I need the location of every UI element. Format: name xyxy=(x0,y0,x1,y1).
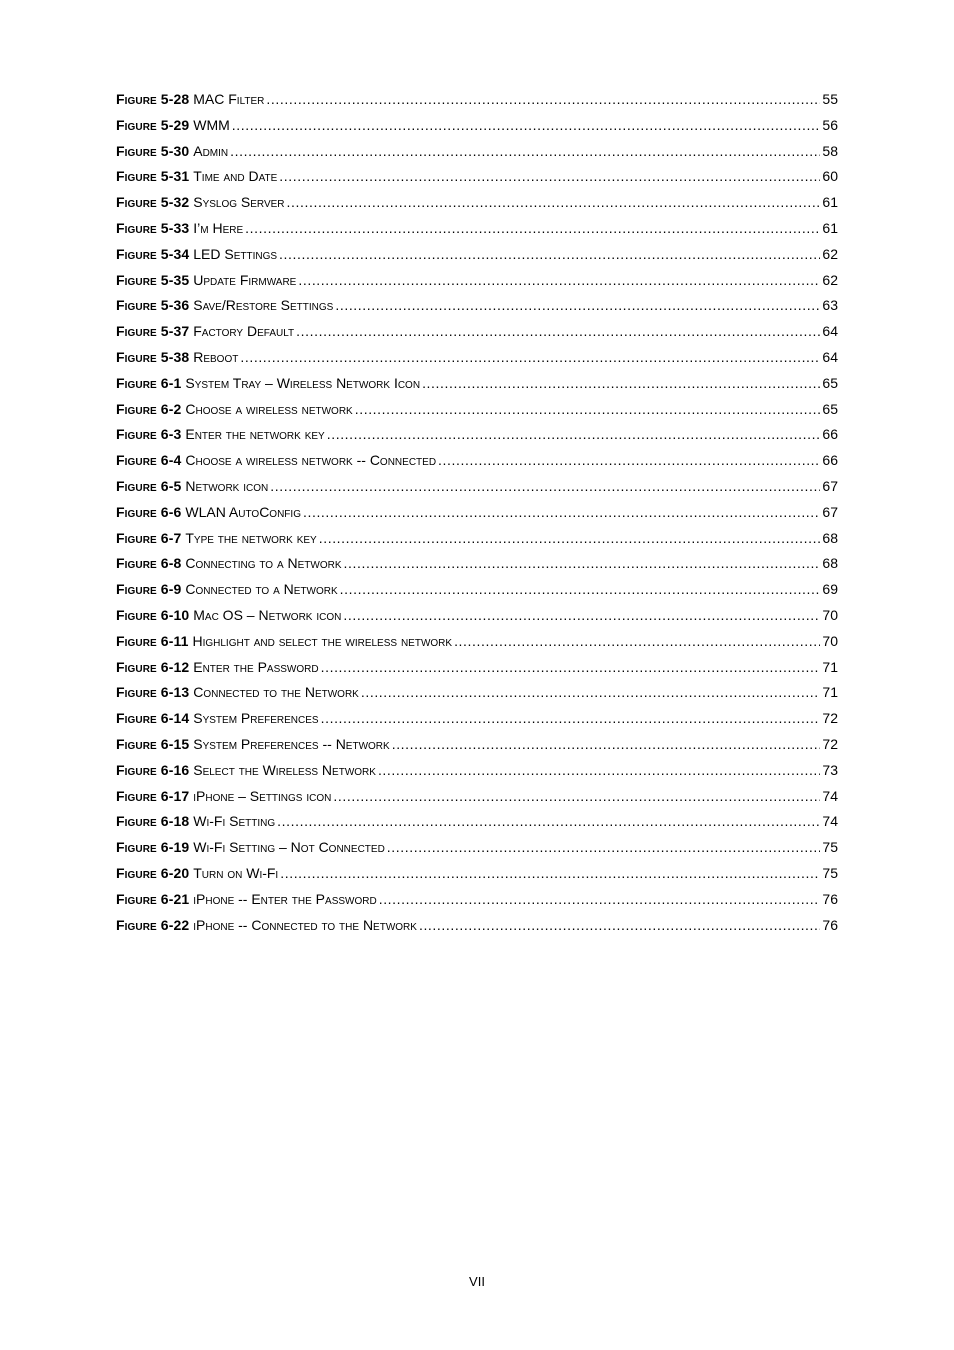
dot-leader xyxy=(298,272,820,288)
dot-leader xyxy=(277,813,820,829)
dot-leader xyxy=(232,117,821,133)
figure-title: Choose a wireless network xyxy=(185,400,353,417)
figure-title: System Preferences xyxy=(193,710,319,727)
toc-entry[interactable] xyxy=(116,452,838,478)
figure-number: Figure 6-10 xyxy=(116,606,190,623)
toc-entry[interactable] xyxy=(116,246,838,272)
dot-leader xyxy=(245,220,820,236)
toc-entry[interactable] xyxy=(116,194,838,220)
figure-number: Figure 5-35 xyxy=(116,271,190,288)
dot-leader xyxy=(454,633,820,649)
toc-entry[interactable] xyxy=(116,581,838,607)
figure-number: Figure 6-17 xyxy=(116,787,190,804)
figure-number: Figure 6-2 xyxy=(116,400,182,417)
figure-number: Figure 6-22 xyxy=(116,916,190,933)
dot-leader xyxy=(296,323,820,339)
page-reference: 67 xyxy=(822,477,838,494)
toc-entry[interactable] xyxy=(116,426,838,452)
figure-title: Syslog Server xyxy=(193,194,285,211)
dot-leader xyxy=(379,891,821,907)
page-reference: 74 xyxy=(822,787,838,804)
figure-number: Figure 6-19 xyxy=(116,839,190,856)
dot-leader xyxy=(266,91,820,107)
dot-leader xyxy=(361,684,821,700)
page-reference: 70 xyxy=(822,606,838,623)
figure-number: Figure 5-34 xyxy=(116,245,190,262)
page-reference: 55 xyxy=(822,91,838,107)
toc-entry[interactable] xyxy=(116,607,838,633)
toc-entry[interactable] xyxy=(116,375,838,401)
figure-number: Figure 6-11 xyxy=(116,632,189,649)
dot-leader xyxy=(419,917,820,933)
dot-leader xyxy=(279,168,820,184)
figure-number: Figure 6-5 xyxy=(116,477,182,494)
dot-leader xyxy=(279,246,820,262)
page-reference: 67 xyxy=(822,503,838,520)
figure-number: Figure 5-37 xyxy=(116,323,190,340)
page-reference: 60 xyxy=(822,168,838,185)
dot-leader xyxy=(335,297,820,313)
page-reference: 75 xyxy=(822,839,838,856)
figure-title: WMM xyxy=(193,116,230,133)
page-reference: 66 xyxy=(822,452,838,469)
figure-title: Choose a wireless network -- Connected xyxy=(185,452,437,469)
dot-leader xyxy=(327,426,821,442)
figure-number: Figure 5-31 xyxy=(116,168,190,185)
dot-leader xyxy=(340,581,821,597)
page-reference: 71 xyxy=(822,658,838,675)
toc-entry[interactable] xyxy=(116,891,838,917)
page-reference: 66 xyxy=(822,426,838,443)
dot-leader xyxy=(240,349,820,365)
figure-title: Connecting to a Network xyxy=(185,555,342,572)
figure-title: LED Settings xyxy=(193,245,278,262)
figure-number: Figure 6-14 xyxy=(116,710,190,727)
figure-title: Admin xyxy=(193,142,229,159)
list-of-figures xyxy=(116,91,838,942)
dot-leader xyxy=(422,375,820,391)
figure-title: WLAN AutoConfig xyxy=(185,503,301,520)
figure-title: Connected to the Network xyxy=(193,684,359,701)
page-reference: 72 xyxy=(822,735,838,752)
figure-title: Mac OS – Network icon xyxy=(193,606,342,623)
dot-leader xyxy=(321,710,821,726)
dot-leader xyxy=(303,504,820,520)
page-reference: 73 xyxy=(822,761,838,778)
dot-leader xyxy=(355,401,821,417)
figure-number: Figure 6-8 xyxy=(116,555,182,572)
figure-number: Figure 5-32 xyxy=(116,194,190,211)
toc-entry[interactable] xyxy=(116,297,838,323)
toc-entry[interactable] xyxy=(116,504,838,530)
figure-number: Figure 6-12 xyxy=(116,658,190,675)
page-reference: 64 xyxy=(822,323,838,340)
page-reference: 75 xyxy=(822,864,838,881)
dot-leader xyxy=(344,555,821,571)
dot-leader xyxy=(270,478,820,494)
figure-title: System Preferences -- Network xyxy=(193,735,390,752)
page-reference: 58 xyxy=(822,142,838,159)
toc-entry[interactable] xyxy=(116,478,838,504)
dot-leader xyxy=(333,788,820,804)
figure-number: Figure 6-21 xyxy=(116,890,190,907)
figure-title: Turn on Wi-Fi xyxy=(193,864,279,881)
figure-title: Highlight and select the wireless network xyxy=(192,632,453,649)
toc-entry[interactable] xyxy=(116,788,838,814)
figure-number: Figure 6-7 xyxy=(116,529,182,546)
figure-number: Figure 6-13 xyxy=(116,684,190,701)
page-reference: 68 xyxy=(822,529,838,546)
figure-title: Wi-Fi Setting xyxy=(193,813,276,830)
page-reference: 76 xyxy=(822,890,838,907)
figure-number: Figure 5-28 xyxy=(116,91,190,107)
page-reference: 65 xyxy=(822,400,838,417)
toc-entry[interactable] xyxy=(116,530,838,556)
figure-title: Network icon xyxy=(185,477,269,494)
figure-number: Figure 6-3 xyxy=(116,426,182,443)
figure-number: Figure 5-30 xyxy=(116,142,190,159)
dot-leader xyxy=(392,736,821,752)
toc-entry[interactable] xyxy=(116,917,838,943)
figure-number: Figure 6-16 xyxy=(116,761,190,778)
figure-number: Figure 6-18 xyxy=(116,813,190,830)
toc-entry[interactable] xyxy=(116,323,838,349)
toc-entry[interactable] xyxy=(116,349,838,375)
toc-entry[interactable] xyxy=(116,659,838,685)
page-reference: 63 xyxy=(822,297,838,314)
figure-title: Connected to a Network xyxy=(185,581,338,598)
figure-title: Reboot xyxy=(193,348,239,365)
dot-leader xyxy=(319,530,821,546)
figure-title: Select the Wireless Network xyxy=(193,761,376,778)
toc-entry[interactable] xyxy=(116,813,838,839)
toc-entry[interactable] xyxy=(116,865,838,891)
figure-title: MAC Filter xyxy=(193,91,265,107)
figure-title: Enter the network key xyxy=(185,426,325,443)
figure-number: Figure 6-9 xyxy=(116,581,182,598)
figure-number: Figure 5-38 xyxy=(116,348,190,365)
toc-entry[interactable] xyxy=(116,220,838,246)
toc-entry[interactable] xyxy=(116,684,838,710)
page-reference: 70 xyxy=(822,632,838,649)
toc-entry[interactable] xyxy=(116,555,838,581)
dot-leader xyxy=(230,143,820,159)
dot-leader xyxy=(378,762,820,778)
toc-entry[interactable] xyxy=(116,272,838,298)
figure-number: Figure 5-33 xyxy=(116,219,190,236)
page-reference: 62 xyxy=(822,271,838,288)
figure-number: Figure 5-29 xyxy=(116,116,190,133)
figure-title: Save/Restore Settings xyxy=(193,297,334,314)
dot-leader xyxy=(280,865,820,881)
page-reference: 72 xyxy=(822,710,838,727)
toc-entry[interactable] xyxy=(116,762,838,788)
page-reference: 61 xyxy=(822,194,838,211)
page-reference: 62 xyxy=(822,245,838,262)
figure-number: Figure 6-4 xyxy=(116,452,182,469)
toc-entry[interactable] xyxy=(116,117,838,143)
toc-entry[interactable] xyxy=(116,143,838,169)
figure-title: Wi-Fi Setting – Not Connected xyxy=(193,839,385,856)
figure-number: Figure 6-20 xyxy=(116,864,190,881)
dot-leader xyxy=(287,194,821,210)
figure-title: Update Firmware xyxy=(193,271,297,288)
page-reference: 56 xyxy=(822,116,838,133)
dot-leader xyxy=(387,839,821,855)
figure-title: Enter the Password xyxy=(193,658,319,675)
toc-entry[interactable] xyxy=(116,633,838,659)
page-reference: 69 xyxy=(822,581,838,598)
page-reference: 76 xyxy=(822,916,838,933)
figure-title: iPhone -- Enter the Password xyxy=(193,890,377,907)
figure-title: Factory Default xyxy=(193,323,295,340)
figure-number: Figure 6-1 xyxy=(116,374,182,391)
figure-title: Type the network key xyxy=(185,529,317,546)
figure-title: Time and Date xyxy=(193,168,278,185)
figure-title: System Tray – Wireless Network Icon xyxy=(185,374,421,391)
page-reference: 64 xyxy=(822,348,838,365)
figure-title: I’m Here xyxy=(193,219,244,236)
page-reference: 65 xyxy=(822,374,838,391)
figure-number: Figure 5-36 xyxy=(116,297,190,314)
toc-entry[interactable] xyxy=(116,839,838,865)
toc-entry[interactable] xyxy=(116,91,838,117)
figure-number: Figure 6-6 xyxy=(116,503,182,520)
figure-title: iPhone – Settings icon xyxy=(193,787,332,804)
dot-leader xyxy=(438,452,820,468)
toc-entry[interactable] xyxy=(116,168,838,194)
figure-number: Figure 6-15 xyxy=(116,735,190,752)
toc-entry[interactable] xyxy=(116,736,838,762)
page-number: VII xyxy=(469,1274,485,1289)
page-reference: 61 xyxy=(822,219,838,236)
page-reference: 68 xyxy=(822,555,838,572)
figure-title: iPhone -- Connected to the Network xyxy=(193,916,417,933)
page-reference: 74 xyxy=(822,813,838,830)
toc-entry[interactable] xyxy=(116,710,838,736)
toc-entry[interactable] xyxy=(116,401,838,427)
dot-leader xyxy=(321,659,821,675)
page-reference: 71 xyxy=(822,684,838,701)
dot-leader xyxy=(343,607,820,623)
